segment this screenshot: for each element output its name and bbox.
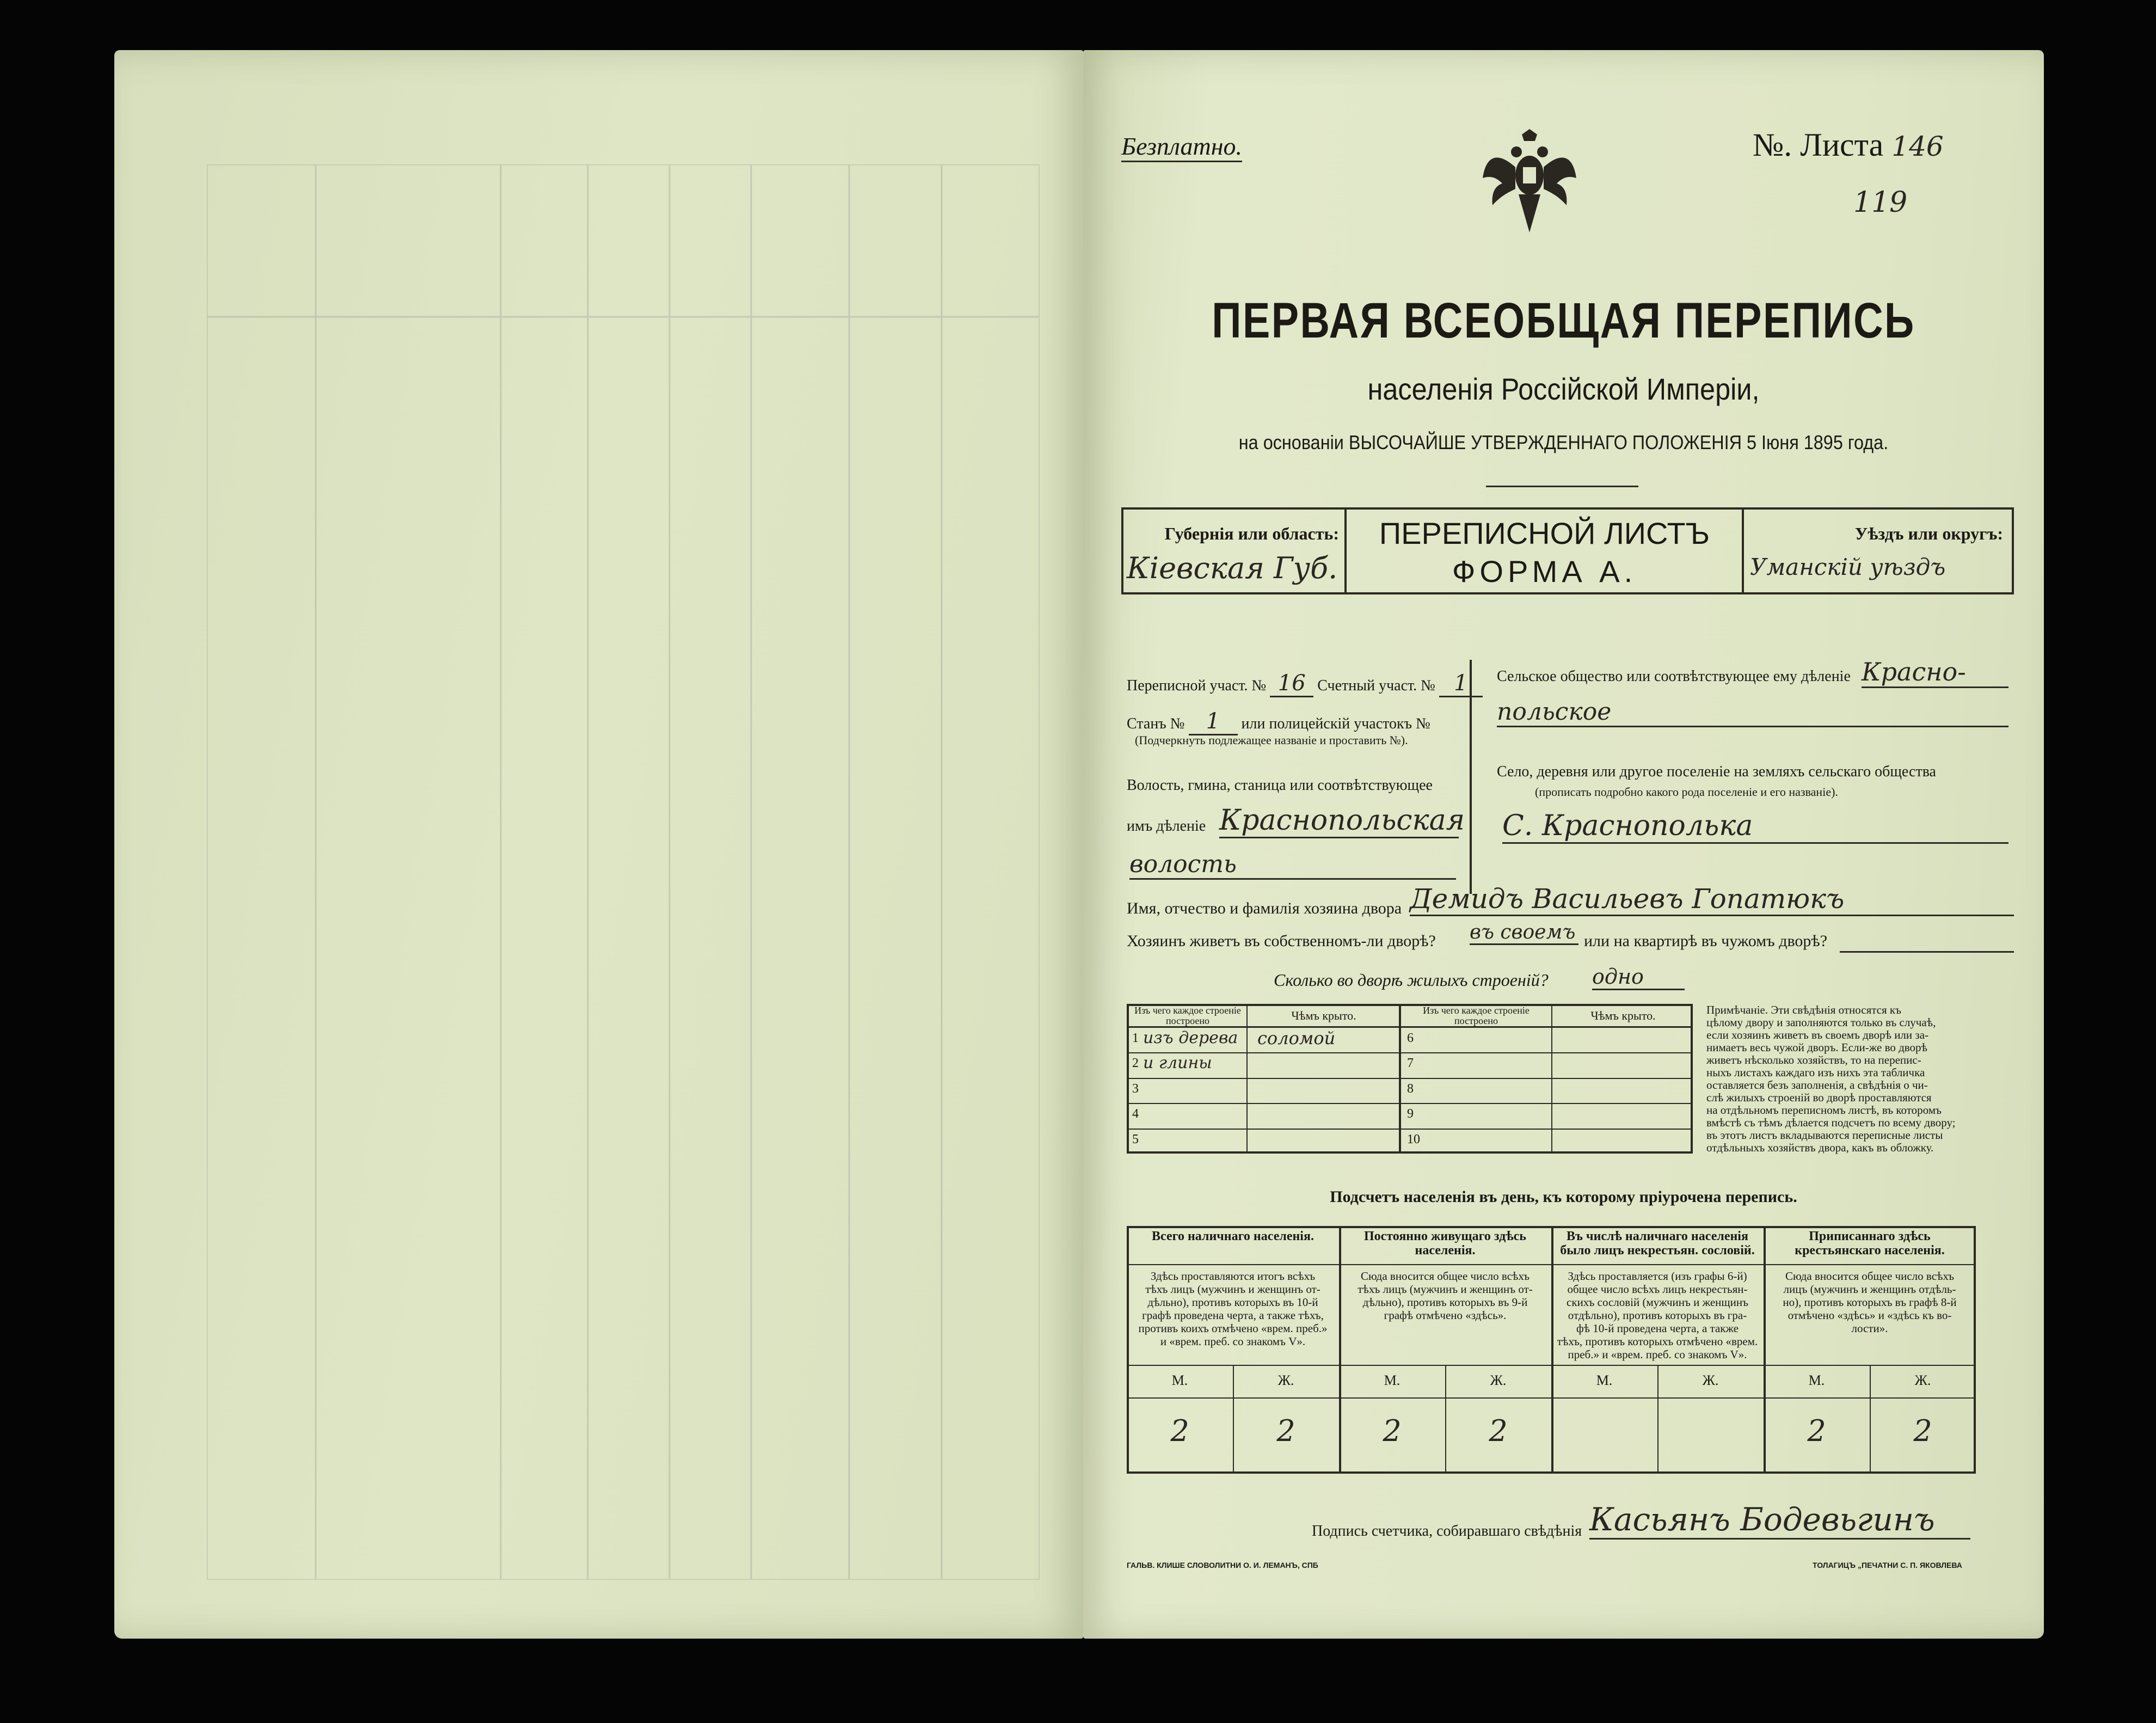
sheet-number-block bbox=[1753, 126, 1944, 164]
village-value: С. Краснополька bbox=[1502, 810, 2008, 844]
apartment-label: или на квартирѣ въ чужомъ дворѣ? bbox=[1584, 932, 1828, 950]
volost-value: Краснопольская bbox=[1219, 804, 1459, 838]
district-value: Уманскій уѣздъ bbox=[1750, 554, 1946, 580]
note-line: цѣлому двору и заполняются только въ случаѣ, bbox=[1706, 1016, 1936, 1029]
summary-desc-line: но), противъ которыхъ въ графѣ 8-й bbox=[1783, 1296, 1957, 1309]
police-label: или полицейскій участокъ № bbox=[1241, 715, 1430, 732]
building-row-number: 4 bbox=[1132, 1107, 1139, 1121]
buildings-row-line bbox=[1127, 1103, 1693, 1104]
own-yard-value: въ своемъ bbox=[1470, 921, 1578, 945]
free-label: Безплатно. bbox=[1121, 132, 1242, 162]
signature-value: Касьянъ Бодевьгинъ bbox=[1589, 1501, 1970, 1540]
society-value-2: польское bbox=[1497, 698, 2008, 727]
building-row-number: 3 bbox=[1132, 1081, 1139, 1096]
note-line: слѣ жилыхъ строеній во дворѣ проставляются bbox=[1706, 1091, 1932, 1104]
summary-desc-line: дѣльно), противъ которыхъ въ 9-й bbox=[1362, 1296, 1528, 1309]
summary-desc-line: тѣхъ лицъ (мужчинъ и женщинъ от- bbox=[1145, 1283, 1320, 1296]
summary-mf-line bbox=[1127, 1397, 1976, 1399]
summary-desc-line: тѣхъ, противъ которыхъ отмѣчено «врем. bbox=[1557, 1335, 1758, 1348]
stan-value: 1 bbox=[1189, 709, 1238, 735]
summary-desc-line: и «врем. преб. со знакомъ V». bbox=[1160, 1335, 1306, 1348]
female-label: Ж. bbox=[1490, 1372, 1507, 1388]
summary-desc-line: Сюда вносится общее число всѣхъ bbox=[1361, 1270, 1530, 1283]
summary-desc-line-bottom bbox=[1127, 1365, 1976, 1366]
female-label: Ж. bbox=[1914, 1372, 1931, 1388]
buildings-value: одно bbox=[1592, 965, 1685, 990]
society-value: Красно- bbox=[1862, 657, 2008, 688]
summary-desc-line: графѣ отмѣчено «здѣсь». bbox=[1384, 1309, 1507, 1322]
left-page bbox=[114, 50, 1083, 1639]
form-name: ФОРМА А. bbox=[1452, 554, 1637, 588]
signature-label: Подпись счетчика, собиравшаго свѣдѣнія bbox=[1312, 1523, 1582, 1540]
male-label: М. bbox=[1596, 1372, 1613, 1388]
sheet-title: ПЕРЕПИСНОЙ ЛИСТЪ bbox=[1379, 516, 1710, 550]
summary-col-header: Приписаннаго здѣсь крестьянскаго населенія. bbox=[1795, 1229, 1945, 1258]
apartment-line bbox=[1840, 951, 2014, 953]
summary-desc-line: преб.» и «врем. преб. со знакомъ V». bbox=[1568, 1348, 1747, 1361]
female-label: Ж. bbox=[1277, 1372, 1294, 1388]
volost-label-2: имъ дѣленіе bbox=[1127, 818, 1206, 835]
female-label: Ж. bbox=[1702, 1372, 1719, 1388]
note-line: ныхъ листахъ каждаго изъ нихъ эта табличка bbox=[1706, 1066, 1925, 1079]
census-area-row bbox=[1127, 671, 1483, 697]
building-row-number: 10 bbox=[1407, 1132, 1420, 1146]
form-header-divider-1 bbox=[1344, 507, 1347, 594]
summary-desc-line: фѣ 10-й проведена черта, а также bbox=[1576, 1322, 1739, 1335]
stan-row bbox=[1127, 709, 1430, 735]
summary-title: Подсчетъ населенія въ день, къ которому пріурочена перепись. bbox=[1330, 1188, 1797, 1206]
male-label: М. bbox=[1171, 1372, 1188, 1388]
sheet-label: №. Листа bbox=[1753, 127, 1884, 163]
sheet-number: 146 bbox=[1891, 131, 1944, 162]
building-row-number: 2 bbox=[1132, 1056, 1139, 1071]
col-material-right: Изъ чего каждое строеніе построено bbox=[1423, 1005, 1530, 1026]
note-line: на отдѣльномъ переписномъ листѣ, въ которомъ bbox=[1706, 1103, 1942, 1117]
summary-col-desc bbox=[1556, 1270, 1759, 1361]
buildings-row-line bbox=[1127, 1052, 1693, 1053]
province-label: Губернія или область: bbox=[1164, 524, 1339, 543]
col-material-left: Изъ чего каждое строеніе построено bbox=[1134, 1005, 1241, 1026]
census-form-page bbox=[1083, 50, 2044, 1639]
summary-header-line bbox=[1127, 1264, 1976, 1265]
male-count: 2 bbox=[1170, 1414, 1189, 1448]
summary-col-desc bbox=[1768, 1270, 1971, 1335]
form-header-divider-2 bbox=[1742, 507, 1744, 594]
note-line: Примѣчаніе. Эти свѣдѣнія относятся къ bbox=[1706, 1003, 1901, 1016]
col-roof-right: Чѣмъ крыто. bbox=[1590, 1009, 1656, 1022]
district-label: Уѣздъ или округъ: bbox=[1854, 524, 2003, 543]
buildings-label: Сколько во дворѣ жилыхъ строеній? bbox=[1274, 970, 1549, 990]
province-value: Кіевская Губ. bbox=[1127, 551, 1338, 585]
building-row-number: 5 bbox=[1132, 1132, 1139, 1146]
ornament-divider bbox=[1486, 486, 1638, 487]
note-block bbox=[1706, 1004, 2022, 1154]
summary-desc-line: Сюда вносится общее число всѣхъ bbox=[1785, 1270, 1954, 1283]
summary-desc-line: отмѣчено «здѣсь» и «здѣсь къ во- bbox=[1788, 1309, 1952, 1322]
building-row-number: 7 bbox=[1407, 1056, 1414, 1071]
note-line: живетъ нѣсколько хозяйствъ, то на перепис- bbox=[1706, 1053, 1921, 1066]
census-title: ПЕРВАЯ ВСЕОБЩАЯ ПЕРЕПИСЬ bbox=[1212, 293, 1915, 348]
note-line: оставляется безъ заполненія, а свѣдѣнія о чи- bbox=[1706, 1078, 1928, 1092]
summary-desc-line: скихъ сословій (мужчинъ и женщинъ bbox=[1567, 1296, 1748, 1309]
summary-col-divider bbox=[1551, 1226, 1553, 1474]
summary-desc-line: графѣ проведена черта, а также тѣхъ, bbox=[1142, 1309, 1324, 1322]
imperial-eagle-emblem bbox=[1481, 124, 1578, 243]
note-line: въ этотъ листъ вкладываются переписные листы bbox=[1706, 1129, 1943, 1142]
census-area-value: 16 bbox=[1270, 671, 1313, 697]
census-subtitle: населенія Россійской Имперіи, bbox=[1367, 372, 1760, 406]
village-label: Село, деревня или другое поселеніе на земляхъ сельскаго общества bbox=[1497, 763, 1936, 780]
count-area-value: 1 bbox=[1439, 671, 1483, 697]
count-area-label: Счетный участ. № bbox=[1317, 677, 1435, 694]
summary-col-header: Постоянно живущаго здѣсь населенія. bbox=[1363, 1229, 1526, 1258]
building-row-number: 8 bbox=[1407, 1081, 1414, 1096]
note-line: если хозяинъ живетъ въ своемъ дворѣ или за- bbox=[1706, 1028, 1929, 1041]
footer-left: ГАЛЬВ. КЛИШЕ СЛОВОЛИТНИ О. И. ЛЕМАНЪ, СПБ bbox=[1127, 1561, 1318, 1569]
building-row-number: 9 bbox=[1407, 1107, 1414, 1121]
census-area-label: Переписной участ. № bbox=[1127, 677, 1267, 694]
summary-desc-line: отдѣльно), противъ которыхъ въ гра- bbox=[1568, 1309, 1747, 1322]
bleed-through-grid bbox=[207, 164, 1040, 1580]
male-label: М. bbox=[1808, 1372, 1825, 1388]
summary-col-desc bbox=[1343, 1270, 1547, 1322]
underline-note: (Подчеркнуть подлежащее названіе и проставить №). bbox=[1135, 733, 1408, 747]
volost-value-2: волость bbox=[1129, 850, 1456, 880]
summary-desc-line: общее число всѣхъ лицъ некрестьян- bbox=[1567, 1283, 1748, 1296]
summary-col-header: Всего наличнаго населенія. bbox=[1152, 1229, 1314, 1243]
society-label: Сельское общество или соотвѣтствующее ему дѣленіе bbox=[1497, 668, 1851, 685]
village-note: (прописать подробно какого рода поселеніе и его названіе). bbox=[1535, 785, 1838, 799]
summary-desc-line: Здѣсь проставляются итогъ всѣхъ bbox=[1150, 1270, 1316, 1283]
summary-desc-line: лицъ (мужчинъ и женщинъ отдѣль- bbox=[1783, 1283, 1956, 1296]
note-line: отдѣльныхъ хозяйствъ двора, какъ въ обложку. bbox=[1706, 1141, 1934, 1154]
owner-value: Демидъ Васильевъ Гопатюкъ bbox=[1410, 883, 2014, 916]
volost-label-1: Волость, гмина, станица или соотвѣтствующее bbox=[1127, 777, 1433, 794]
buildings-row-line bbox=[1127, 1129, 1693, 1130]
male-label: М. bbox=[1384, 1372, 1401, 1388]
census-basis: на основаніи ВЫСОЧАЙШЕ УТВЕРЖДЕННАГО ПОЛОЖЕНІЯ 5 Іюня 1895 года. bbox=[1238, 431, 1889, 453]
buildings-row-line bbox=[1127, 1078, 1693, 1079]
stan-label: Станъ № bbox=[1127, 715, 1185, 732]
female-count: 2 bbox=[1276, 1414, 1295, 1448]
male-count: 2 bbox=[1807, 1414, 1826, 1448]
summary-desc-line: противъ коихъ отмѣчено «врем. преб.» bbox=[1138, 1322, 1328, 1335]
summary-desc-line: лости». bbox=[1851, 1322, 1888, 1335]
summary-col-desc bbox=[1131, 1270, 1335, 1348]
sheet-number-alt: 119 bbox=[1853, 186, 1908, 219]
summary-desc-line: тѣхъ лицъ (мужчинъ и женщинъ от- bbox=[1358, 1283, 1533, 1296]
summary-col-header: Въ числѣ наличнаго населенія было лицъ некрестьян. сословій. bbox=[1560, 1229, 1755, 1258]
building-row-number: 6 bbox=[1407, 1031, 1414, 1045]
note-line: нимаетъ весь чужой дворъ. Если-же во дворѣ bbox=[1706, 1041, 1927, 1054]
female-count: 2 bbox=[1913, 1414, 1932, 1448]
male-count: 2 bbox=[1383, 1414, 1402, 1448]
building-roof: соломой bbox=[1257, 1028, 1336, 1048]
summary-desc-line: дѣльно), противъ которыхъ въ 10-й bbox=[1147, 1296, 1318, 1309]
building-row-number: 1 bbox=[1132, 1031, 1139, 1045]
owner-label: Имя, отчество и фамилія хозяина двора bbox=[1127, 899, 1402, 917]
note-line: вмѣстѣ съ тѣмъ дѣлается подсчетъ по всему двору; bbox=[1706, 1116, 1956, 1129]
building-material: и глины bbox=[1143, 1053, 1212, 1073]
building-material: изъ дерева bbox=[1143, 1028, 1238, 1047]
summary-desc-line: Здѣсь проставляется (изъ графы 6-й) bbox=[1568, 1270, 1747, 1283]
footer-right: ТОЛАГИЦЪ „ПЕЧАТНИ С. П. ЯКОВЛЕВА bbox=[1813, 1561, 1962, 1569]
col-roof-left: Чѣмъ крыто. bbox=[1291, 1009, 1356, 1022]
female-count: 2 bbox=[1489, 1414, 1508, 1448]
own-yard-label: Хозяинъ живетъ въ собственномъ-ли дворѣ? bbox=[1127, 932, 1436, 950]
